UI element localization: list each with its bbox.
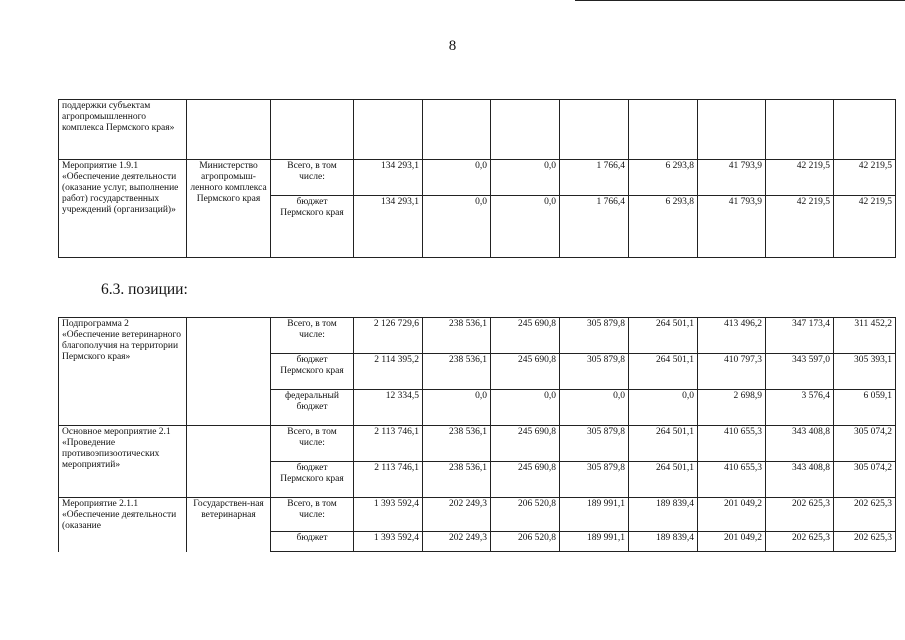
source-cell: бюджет Пермского края <box>271 196 354 258</box>
value-cell: 264 501,1 <box>629 318 698 354</box>
value-cell: 41 793,9 <box>698 196 766 258</box>
value-cell: 238 536,1 <box>423 426 491 462</box>
value-cell: 0,0 <box>423 196 491 258</box>
table-upper <box>58 99 896 258</box>
row-name-cell: Мероприятие 1.9.1 «Обеспечение деятельности (оказание услуг, выполнение работ) государственных учреждений (организаций)» <box>59 160 187 258</box>
value-cell: 2 114 395,2 <box>354 354 423 390</box>
value-cell: 134 293,1 <box>354 196 423 258</box>
table-row <box>59 160 896 196</box>
value-cell: 189 839,4 <box>629 532 698 552</box>
value-cell: 264 501,1 <box>629 354 698 390</box>
value-cell: 305 879,8 <box>560 426 629 462</box>
value-cell: 245 690,8 <box>491 354 560 390</box>
value-cell: 42 219,5 <box>766 196 834 258</box>
value-cell: 42 219,5 <box>834 196 896 258</box>
table-row <box>59 426 896 462</box>
value-cell: 189 991,1 <box>560 532 629 552</box>
source-cell: бюджет <box>271 532 354 552</box>
value-cell: 0,0 <box>423 390 491 426</box>
executor-cell <box>187 318 271 426</box>
value-cell: 305 393,1 <box>834 354 896 390</box>
value-cell: 2 126 729,6 <box>354 318 423 354</box>
value-cell: 410 655,3 <box>698 426 766 462</box>
row-name-cell: Основное мероприятие 2.1 «Проведение противоэпизоотических мероприятий» <box>59 426 187 498</box>
value-cell: 305 074,2 <box>834 462 896 498</box>
row-name-cell: Мероприятие 2.1.1 «Обеспечение деятельности (оказание <box>59 498 187 552</box>
value-cell: 238 536,1 <box>423 318 491 354</box>
value-cell: 343 408,8 <box>766 426 834 462</box>
value-cell: 2 113 746,1 <box>354 426 423 462</box>
value-cell: 1 393 592,4 <box>354 498 423 532</box>
value-cell: 202 625,3 <box>766 532 834 552</box>
value-cell: 0,0 <box>491 390 560 426</box>
value-cell: 6 059,1 <box>834 390 896 426</box>
value-cell: 305 074,2 <box>834 426 896 462</box>
value-cell: 305 879,8 <box>560 462 629 498</box>
executor-cell: Государствен-ная ветеринарная <box>187 498 271 552</box>
value-cell: 343 597,0 <box>766 354 834 390</box>
value-cell: 238 536,1 <box>423 354 491 390</box>
value-cell: 410 797,3 <box>698 354 766 390</box>
value-cell: 202 625,3 <box>766 498 834 532</box>
source-cell: Всего, в том числе: <box>271 160 354 196</box>
value-cell: 305 879,8 <box>560 354 629 390</box>
value-cell: 202 249,3 <box>423 498 491 532</box>
value-cell: 238 536,1 <box>423 462 491 498</box>
value-cell: 1 766,4 <box>560 160 629 196</box>
value-cell: 202 625,3 <box>834 532 896 552</box>
value-cell: 206 520,8 <box>491 498 560 532</box>
top-rule <box>575 0 905 1</box>
value-cell: 413 496,2 <box>698 318 766 354</box>
section-title: 6.3. позиции: <box>101 281 188 298</box>
value-cell: 245 690,8 <box>491 318 560 354</box>
value-cell: 201 049,2 <box>698 532 766 552</box>
value-cell: 202 249,3 <box>423 532 491 552</box>
value-cell: 201 049,2 <box>698 498 766 532</box>
source-cell: Всего, в том числе: <box>271 318 354 354</box>
value-cell: 3 576,4 <box>766 390 834 426</box>
value-cell: 343 408,8 <box>766 462 834 498</box>
value-cell: 245 690,8 <box>491 426 560 462</box>
table-row <box>59 318 896 354</box>
executor-cell: Министерство агропромыш-ленного комплекса Пермского края <box>187 160 271 258</box>
value-cell: 2 698,9 <box>698 390 766 426</box>
value-cell: 264 501,1 <box>629 462 698 498</box>
value-cell: 41 793,9 <box>698 160 766 196</box>
value-cell: 311 452,2 <box>834 318 896 354</box>
row-name-cell: поддержки субъектам агропромышленного комплекса Пермского края» <box>59 100 187 160</box>
value-cell: 42 219,5 <box>834 160 896 196</box>
row-name-cell: Подпрограмма 2 «Обеспечение ветеринарного благополучия на территории Пермского края» <box>59 318 187 426</box>
value-cell: 206 520,8 <box>491 532 560 552</box>
value-cell: 189 839,4 <box>629 498 698 532</box>
source-cell: Всего, в том числе: <box>271 498 354 532</box>
source-cell: федеральный бюджет <box>271 390 354 426</box>
value-cell: 264 501,1 <box>629 426 698 462</box>
value-cell: 134 293,1 <box>354 160 423 196</box>
value-cell: 245 690,8 <box>491 462 560 498</box>
value-cell: 0,0 <box>491 196 560 258</box>
value-cell: 0,0 <box>491 160 560 196</box>
value-cell: 12 334,5 <box>354 390 423 426</box>
source-cell: Всего, в том числе: <box>271 426 354 462</box>
value-cell: 202 625,3 <box>834 498 896 532</box>
value-cell: 410 655,3 <box>698 462 766 498</box>
value-cell: 0,0 <box>629 390 698 426</box>
page-number: 8 <box>448 38 457 54</box>
source-cell: бюджет Пермского края <box>271 462 354 498</box>
table-lower <box>58 317 896 552</box>
value-cell: 0,0 <box>560 390 629 426</box>
executor-cell <box>187 426 271 498</box>
table-row <box>59 100 896 160</box>
value-cell: 305 879,8 <box>560 318 629 354</box>
value-cell: 2 113 746,1 <box>354 462 423 498</box>
value-cell: 1 393 592,4 <box>354 532 423 552</box>
value-cell: 347 173,4 <box>766 318 834 354</box>
value-cell: 6 293,8 <box>629 160 698 196</box>
value-cell: 1 766,4 <box>560 196 629 258</box>
value-cell: 0,0 <box>423 160 491 196</box>
value-cell: 189 991,1 <box>560 498 629 532</box>
value-cell: 42 219,5 <box>766 160 834 196</box>
value-cell: 6 293,8 <box>629 196 698 258</box>
table-row <box>59 498 896 532</box>
source-cell: бюджет Пермского края <box>271 354 354 390</box>
